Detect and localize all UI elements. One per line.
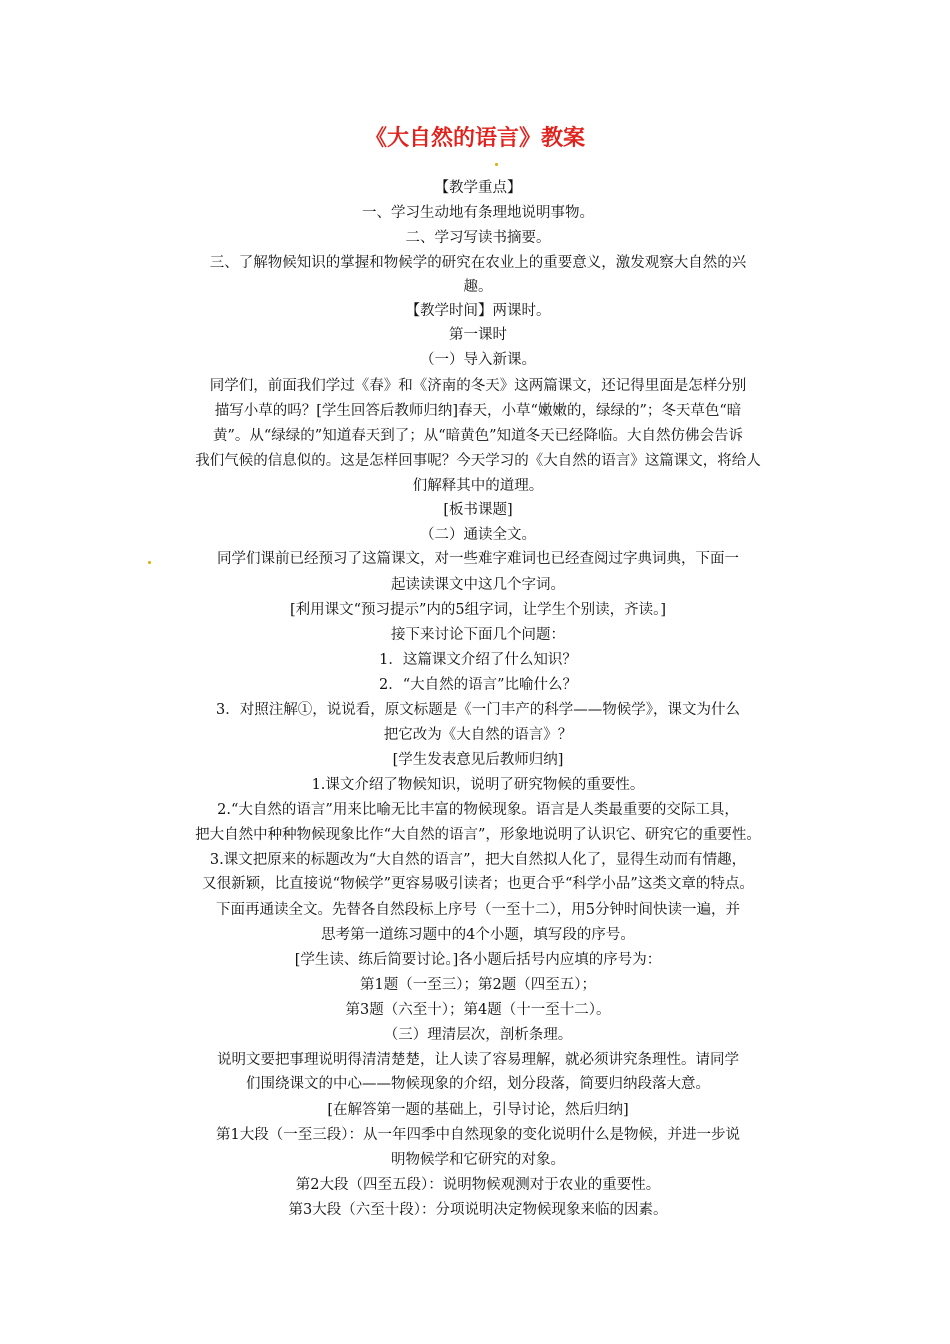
text-line: 描写小草的吗？[学生回答后教师归纳]春天，小草“嫩嫩的，绿绿的”；冬天草色“暗 [214, 403, 742, 419]
text-line: [在解答第一题的基础上，引导讨论，然后归纳] [327, 1102, 629, 1118]
text-line: （一）导入新课。 [420, 352, 536, 368]
text-line: 同学们课前已经预习了这篇课文，对一些难字难词也已经查阅过字典词典，下面一 [217, 551, 739, 567]
text-line: 第3大段（六至十段）：分项说明决定物候现象来临的因素。 [288, 1202, 668, 1218]
text-line: 第一课时 [449, 327, 507, 343]
text-line: [利用课文“预习提示”内的5组字词，让学生个别读，齐读。] [289, 602, 667, 618]
text-line: 2.“大自然的语言”用来比喻无比丰富的物候现象。语言是人类最重要的交际工具， [217, 802, 739, 818]
text-line: 3．对照注解①，说说看，原文标题是《一门丰产的科学——物候学》，课文为什么 [216, 702, 740, 718]
text-line: 下面再通读全文。先替各自然段标上序号（一至十二），用5分钟时间快读一遍，并 [216, 902, 740, 918]
text-line: 又很新颖，比直接说“物候学”更容易吸引读者；也更合乎“科学小品”这类文章的特点。 [202, 876, 754, 892]
text-line: 同学们，前面我们学过《春》和《济南的冬天》这两篇课文，还记得里面是怎样分别 [209, 378, 747, 394]
text-line: 【教学时间】两课时。 [405, 303, 551, 319]
text-line: 们围绕课文的中心——物候现象的介绍，划分段落，简要归纳段落大意。 [246, 1076, 710, 1092]
text-line: 三、了解物候知识的掌握和物候学的研究在农业上的重要意义，激发观察大自然的兴 [209, 255, 747, 271]
text-line: 趣。 [463, 279, 493, 295]
text-line: （三）理清层次，剖析条理。 [383, 1027, 573, 1043]
text-line: 明物候学和它研究的对象。 [391, 1152, 565, 1168]
document-title: 《大自然的语言》教案 [364, 125, 585, 151]
text-line: 二、学习写读书摘要。 [405, 230, 551, 246]
text-line: [板书课题] [443, 502, 513, 518]
text-line: [学生读、练后简要讨论。]各小题后括号内应填的序号为： [294, 952, 662, 968]
text-line: 起读读课文中这几个字词。 [391, 577, 565, 593]
text-line: 1.课文介绍了物候知识，说明了研究物候的重要性。 [311, 777, 645, 793]
text-line: 第1题（一至三）；第2题（四至五）； [360, 977, 596, 993]
text-line: 说明文要把事理说明得清清楚楚，让人读了容易理解，就必须讲究条理性。请同学 [217, 1052, 739, 1068]
text-line: 【教学重点】 [434, 180, 522, 196]
text-line: 第1大段（一至三段）：从一年四季中自然现象的变化说明什么是物候，并进一步说 [216, 1127, 740, 1143]
text-line: 接下来讨论下面几个问题： [391, 627, 565, 643]
text-line: 1．这篇课文介绍了什么知识？ [379, 652, 577, 668]
text-line: 我们气候的信息似的。这是怎样回事呢？今天学习的《大自然的语言》这篇课文，将给人 [195, 453, 761, 469]
text-line: 思考第一道练习题中的4个小题，填写段的序号。 [321, 927, 635, 943]
text-line: 2．“大自然的语言”比喻什么？ [378, 677, 578, 693]
speck-mark [495, 163, 498, 166]
text-line: 们解释其中的道理。 [412, 478, 544, 494]
text-line: 第2大段（四至五段）：说明物候观测对于农业的重要性。 [295, 1177, 661, 1193]
text-line: 一、学习生动地有条理地说明事物。 [362, 205, 594, 221]
text-line: 3.课文把原来的标题改为“大自然的语言”，把大自然拟人化了，显得生动而有情趣， [209, 852, 747, 868]
text-line: 把它改为《大自然的语言》？ [383, 727, 573, 743]
text-line: 黄”。从“绿绿的”知道春天到了；从“暗黄色”知道冬天已经降临。大自然仿佛会告诉 [212, 428, 744, 444]
text-line: [学生发表意见后教师归纳] [392, 752, 564, 768]
text-line: （二）通读全文。 [420, 527, 536, 543]
text-line: 第3题（六至十）；第4题（十一至十二）。 [345, 1002, 611, 1018]
text-line: 把大自然中种种物候现象比作“大自然的语言”，形象地说明了认识它、研究它的重要性。 [195, 827, 761, 843]
